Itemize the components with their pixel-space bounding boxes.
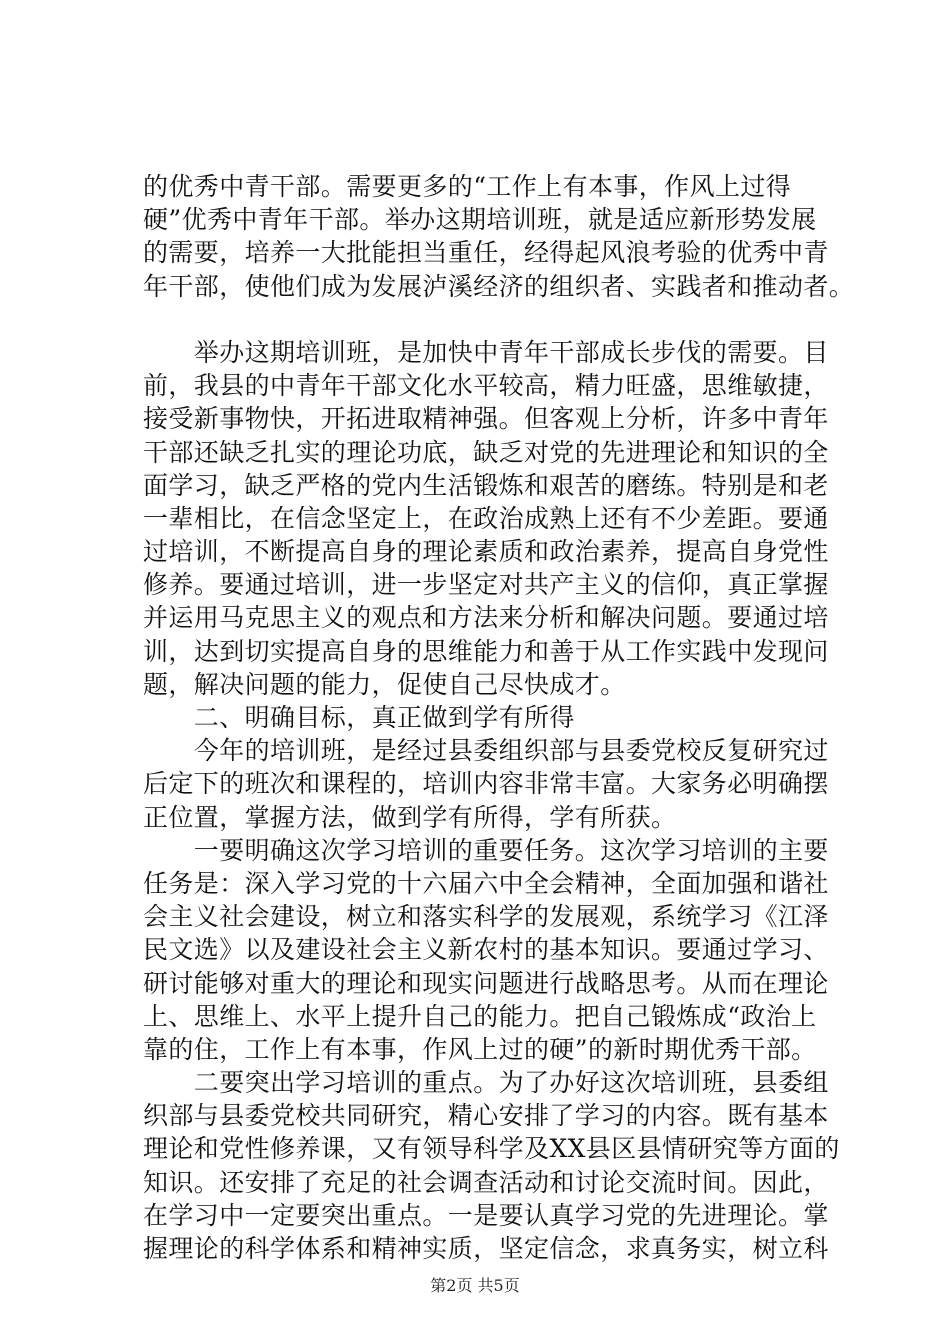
text-line: 过培训，不断提高自身的理论素质和政治素养，提高自身党性 [143,537,829,567]
text-line: 靠的住，工作上有本事，作风上过的硬”的新时期优秀干部。 [143,1034,817,1064]
document-body [143,170,855,1265]
text-line: 一要明确这次学习培训的重要任务。这次学习培训的主要 [143,835,829,865]
text-line: 正位置，掌握方法，做到学有所得，学有所获。 [143,802,677,832]
text-line: 年干部，使他们成为发展泸溪经济的组织者、实践者和推动者。 [143,271,855,301]
text-line: 举办这期培训班，是加快中青年干部成长步伐的需要。目 [143,337,829,367]
text-line: 二要突出学习培训的重点。为了办好这次培训班，县委组 [143,1068,829,1098]
text-line: 任务是：深入学习党的十六届六中全会精神，全面加强和谐社 [143,868,829,898]
text-line: 在学习中一定要突出重点。一是要认真学习党的先进理论。掌 [143,1200,829,1230]
text-line: 会主义社会建设，树立和落实科学的发展观，系统学习《江泽 [143,902,829,932]
text-line: 一辈相比，在信念坚定上，在政治成熟上还有不少差距。要通 [143,503,829,533]
text-line: 今年的培训班，是经过县委组织部与县委党校反复研究过 [143,736,829,766]
text-line: 的优秀中青干部。需要更多的“工作上有本事，作风上过得 [143,172,792,201]
text-line: 前，我县的中青年干部文化水平较高，精力旺盛，思维敏捷， [143,371,829,401]
page-footer: 第2页 共5页 [430,1276,520,1295]
paragraph-gap [143,303,843,336]
text-line: 知识。还安排了充足的社会调查活动和讨论交流时间。因此， [143,1167,829,1197]
text-line: 上、思维上、水平上提升自己的能力。把自己锻炼成“政治上 [143,1001,817,1031]
text-line: 民文选》以及建设社会主义新农村的基本知识。要通过学习、 [143,935,829,965]
text-line: 接受新事物快，开拓进取精神强。但客观上分析，许多中青年 [143,404,829,434]
text-line: 理论和党性修养课，又有领导科学及XX县区县情研究等方面的 [143,1134,840,1164]
text-line: 后定下的班次和课程的，培训内容非常丰富。大家务必明确摆 [143,769,829,799]
text-line: 题，解决问题的能力，促使自己尽快成才。 [143,669,626,699]
text-line: 修养。要通过培训，进一步坚定对共产主义的信仰，真正掌握 [143,570,829,600]
text-line: 握理论的科学体系和精神实质，坚定信念，求真务实，树立科 [143,1234,829,1263]
text-line: 干部还缺乏扎实的理论功底，缺乏对党的先进理论和知识的全 [143,437,829,467]
text-line: 面学习，缺乏严格的党内生活锻炼和艰苦的磨练。特别是和老 [143,470,829,500]
text-line: 的需要，培养一大批能担当重任，经得起风浪考验的优秀中青 [143,238,829,268]
text-line: 并运用马克思主义的观点和方法来分析和解决问题。要通过培 [143,603,829,633]
text-line: 硬”优秀中青年干部。举办这期培训班，就是适应新形势发展 [143,205,817,235]
text-line: 二、明确目标，真正做到学有所得 [143,703,575,732]
text-line: 训，达到切实提高自身的思维能力和善于从工作实践中发现问 [143,636,829,666]
text-line: 织部与县委党校共同研究，精心安排了学习的内容。既有基本 [143,1101,829,1131]
text-line: 研讨能够对重大的理论和现实问题进行战略思考。从而在理论 [143,968,829,998]
